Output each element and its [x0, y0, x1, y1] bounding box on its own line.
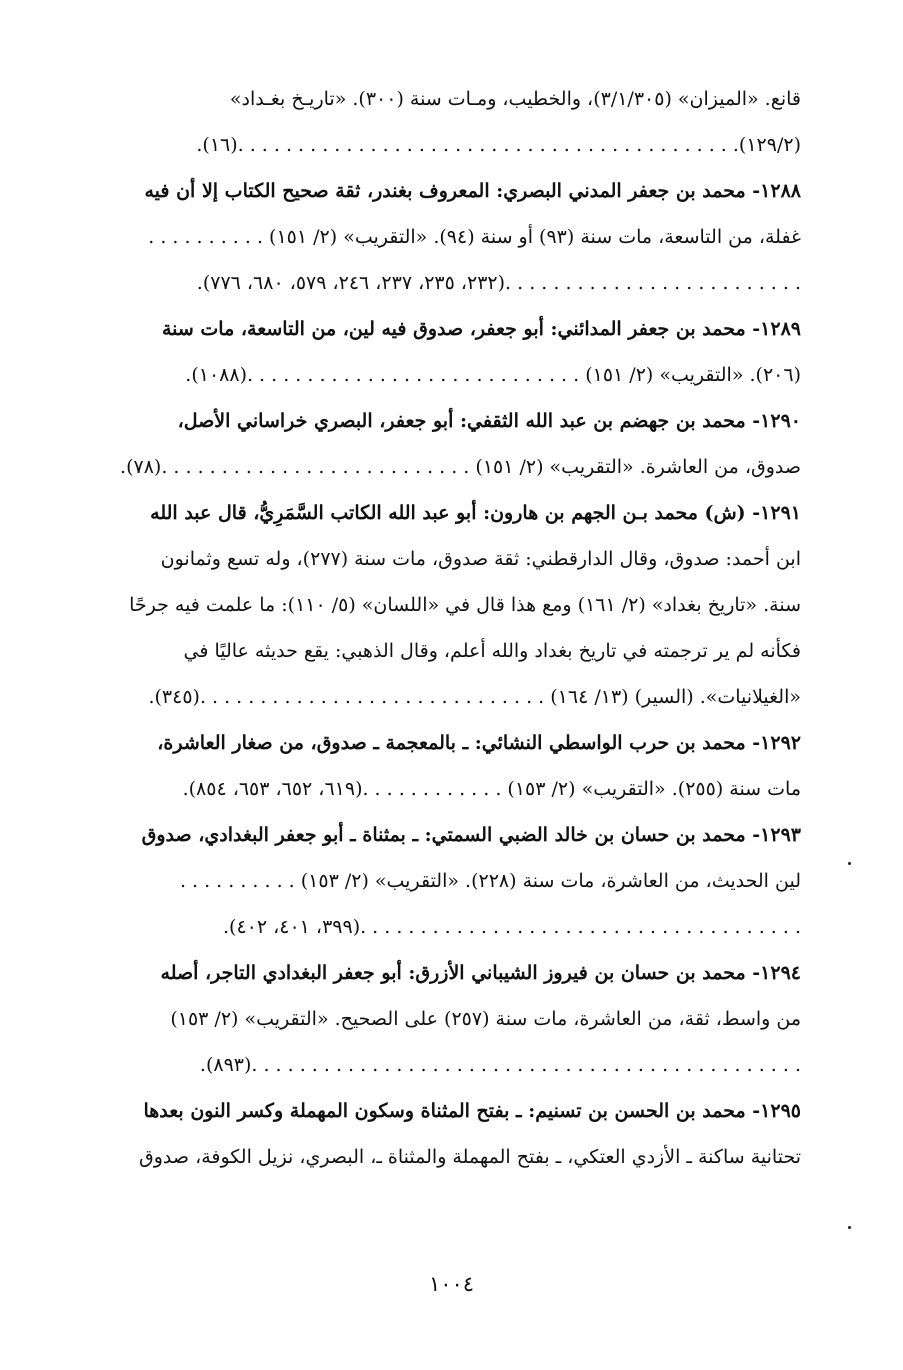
page-number: ١٠٠٤ — [428, 1272, 475, 1296]
text-line: «الغيلانيات». (السير) (١٣/ ١٦٤) . . . . . . . . . . . . . . . . . . . . . . . . . . . . .(٣٤٥). — [148, 686, 801, 708]
entry-heading-line: ١٢٩٤- محمد بن حسان بن فيروز الشيباني الأزرق: أبو جعفر البغدادي التاجر، أصله — [160, 962, 801, 984]
entry-heading-line: ١٢٩٢- محمد بن حرب الواسطي النشائي: ـ بالمعجمة ـ صدوق، من صغار العاشرة، — [157, 732, 801, 754]
text-line: . . . . . . . . . . . . . . . . . . . . . . . . . . . . . . . . . . . . .(٣٩٩، ٤٠١، ٤٠٢). — [223, 916, 801, 938]
entry-heading-line: ١٢٩٠- محمد بن جهضم بن عبد الله الثقفي: أبو جعفر، البصري خراساني الأصل، — [177, 410, 801, 432]
entry-heading-line: ١٢٨٨- محمد بن جعفر المدني البصري: المعروف بغندر، ثقة صحيح الكتاب إلا أن فيه — [144, 180, 801, 202]
text-line: ابن أحمد: صدوق، وقال الدارقطني: ثقة صدوق، مات سنة (٢٧٧)، وله تسع وثمانون — [160, 548, 801, 570]
margin-mark — [848, 1226, 851, 1229]
text-line: فكأنه لم ير ترجمته في تاريخ بغداد والله أعلم، وقال الذهبي: يقع حديثه عاليًا في — [183, 640, 801, 662]
text-line: (٢٠٦). «التقريب» (٢/ ١٥١) . . . . . . . . . . . . . . . . . . . . . . . . . . . .(١٠٨٨). — [185, 364, 801, 386]
entry-heading-line: ١٢٩٥- محمد بن الحسن بن تسنيم: ـ بفتح المثناة وسكون المهملة وكسر النون بعدها — [143, 1100, 801, 1122]
text-line: . . . . . . . . . . . . . . . . . . . . . . . . .(٢٣٢، ٢٣٥، ٢٣٧، ٢٤٦، ٥٧٩، ٦٨٠، ٧٧٦). — [196, 272, 801, 294]
text-line: سنة. «تاريخ بغداد» (٢/ ١٦١) ومع هذا قال في «اللسان» (٥/ ١١٠): ما علمت فيه جرحًا — [129, 594, 801, 616]
text-line: صدوق، من العاشرة. «التقريب» (٢/ ١٥١) . . . . . . . . . . . . . . . . . . . . . . . . . .(٧٨). — [120, 456, 801, 478]
text-line: من واسط، ثقة، من العاشرة، مات سنة (٢٥٧) على الصحيح. «التقريب» (٢/ ١٥٣) — [170, 1008, 801, 1030]
text-line: لين الحديث، من العاشرة، مات سنة (٢٢٨). «التقريب» (٢/ ١٥٣) . . . . . . . . . . — [179, 870, 801, 892]
text-line: . . . . . . . . . . . . . . . . . . . . . . . . . . . . . . . . . . . . . . . . . . . . . .(٨٩٣). — [199, 1054, 801, 1076]
entry-heading-line: ١٢٨٩- محمد بن جعفر المدائني: أبو جعفر، صدوق فيه لين، من التاسعة، مات سنة — [161, 318, 801, 340]
entry-heading-line: ١٢٩٣- محمد بن حسان بن خالد الضبي السمتي: ـ بمثناة ـ أبو جعفر البغدادي، صدوق — [141, 824, 801, 846]
margin-mark — [848, 862, 851, 865]
text-line: مات سنة (٢٥٥). «التقريب» (٢/ ١٥٣) . . . . . . . . . . . .(٦١٩، ٦٥٢، ٦٥٣، ٨٥٤). — [182, 778, 801, 800]
text-line: قانع. «الميزان» (٣/١/٣٠٥)، والخطيب، ومـات سنة (٣٠٠). «تاريـخ بغـداد» — [229, 88, 801, 110]
entry-heading-line: ١٢٩١- (ش) محمد بـن الجهم بن هارون: أبو عبد الله الكاتب السَّمَرِيُّ، قال عبد الله — [150, 502, 801, 524]
text-line: غفلة، من التاسعة، مات سنة (٩٣) أو سنة (٩٤). «التقريب» (٢/ ١٥١) . . . . . . . . . . — [148, 226, 801, 248]
page-body — [66, 76, 801, 1180]
text-line: تحتانية ساكنة ـ الأزدي العتكي، ـ بفتح المهملة والمثناة ـ، البصري، نزيل الكوفة، صدوق — [139, 1146, 801, 1168]
text-line: (١٢٩/٢). . . . . . . . . . . . . . . . . . . . . . . . . . . . . . . . . . . . . . . . . .(١٦). — [196, 134, 801, 156]
